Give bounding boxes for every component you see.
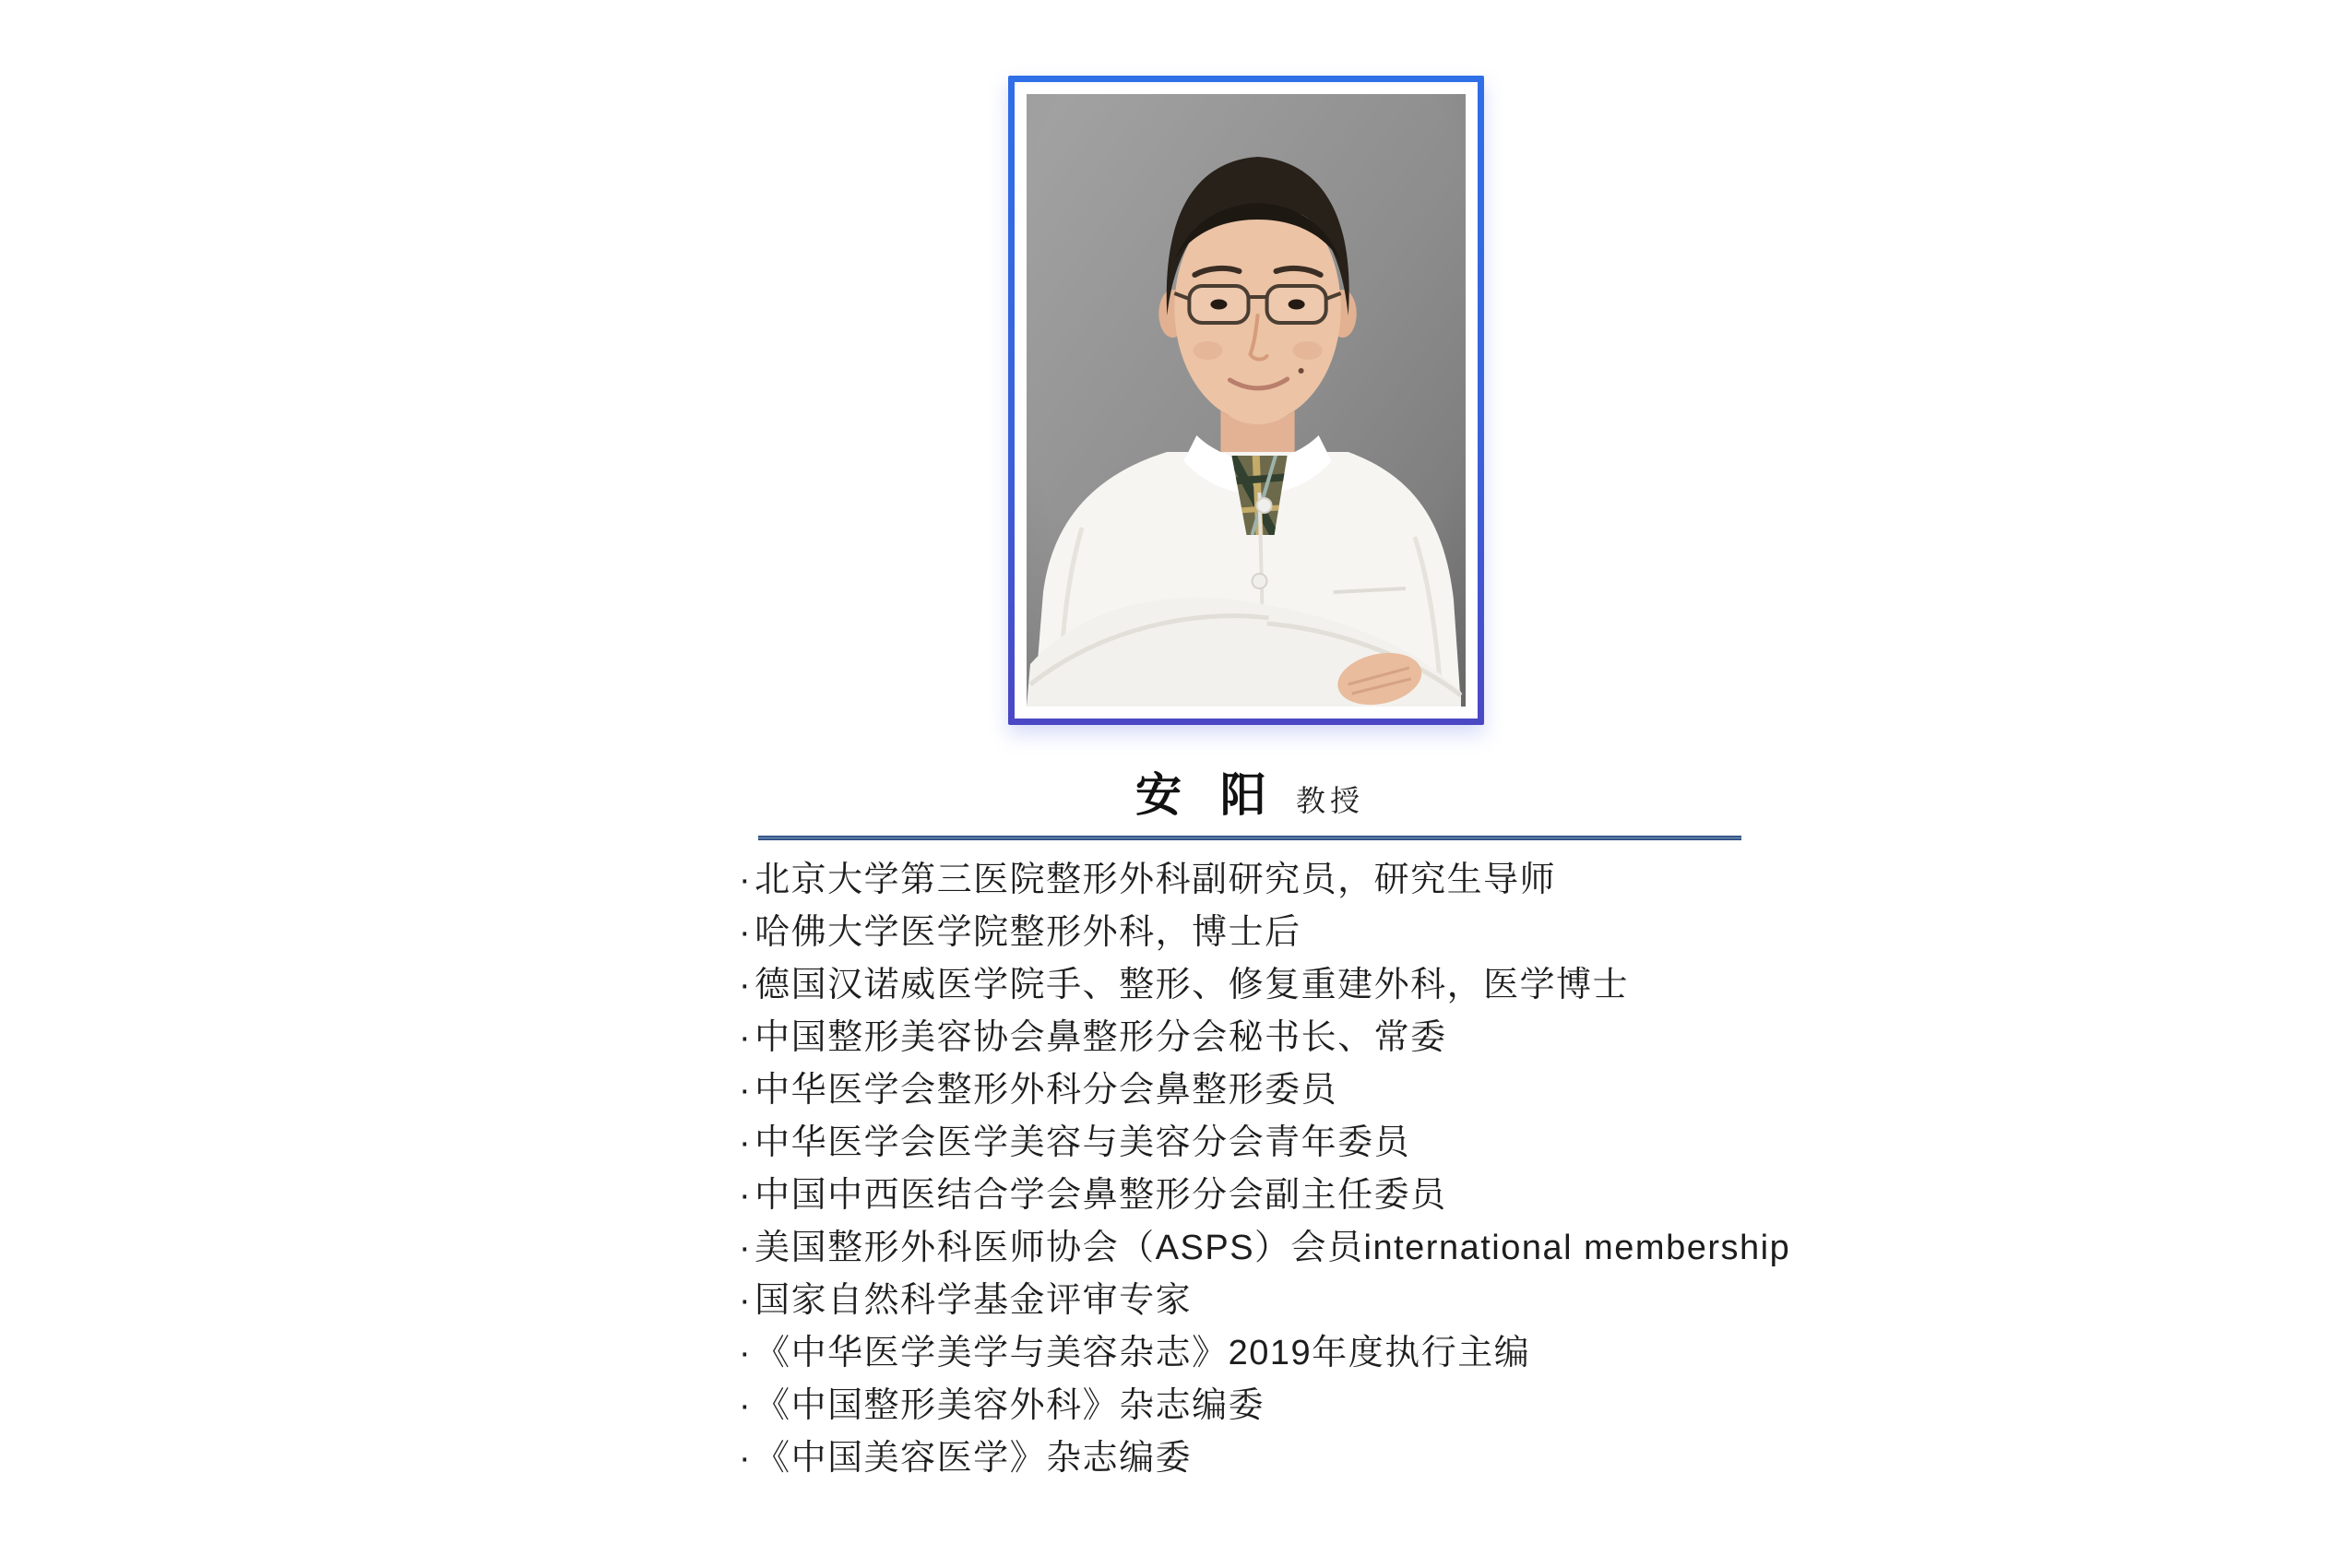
credential-item — [739, 1327, 1827, 1380]
credential-text: 中华医学会医学美容与美容分会青年委员 — [754, 1123, 1411, 1162]
bullet-dot: · — [739, 966, 753, 1004]
credential-item — [739, 1012, 1827, 1064]
credential-item — [739, 1064, 1827, 1117]
credential-text: 美国整形外科医师协会（ASPS）会员international membership — [754, 1229, 1791, 1267]
doctor-name: 安 阳 — [1135, 769, 1272, 821]
credential-text: 北京大学第三医院整形外科副研究员，研究生导师 — [754, 861, 1557, 899]
doctor-portrait-photo — [1027, 94, 1466, 707]
credential-text: 德国汉诺威医学院手、整形、修复重建外科，医学博士 — [754, 966, 1630, 1004]
credentials-list — [739, 854, 1827, 1485]
bullet-dot: · — [739, 1123, 753, 1162]
bullet-dot: · — [739, 1229, 753, 1267]
bullet-dot: · — [739, 1071, 753, 1110]
bullet-dot: · — [739, 1281, 753, 1320]
credential-text: 国家自然科学基金评审专家 — [754, 1281, 1193, 1320]
bullet-dot: · — [739, 1334, 753, 1372]
bullet-dot: · — [739, 1439, 753, 1478]
credential-text: 《中国整形美容外科》杂志编委 — [754, 1386, 1265, 1425]
credential-item — [739, 1117, 1827, 1170]
credential-item — [739, 1380, 1827, 1432]
credential-item — [739, 959, 1827, 1012]
bullet-dot: · — [739, 1386, 753, 1425]
photo-matte — [1015, 82, 1478, 719]
credential-item — [739, 1170, 1827, 1222]
bullet-dot: · — [739, 913, 753, 952]
doctor-title: 教授 — [1295, 784, 1364, 817]
credential-item — [739, 907, 1827, 959]
credential-item — [739, 1222, 1827, 1275]
bullet-dot: · — [739, 1176, 753, 1215]
photo-frame — [1008, 76, 1484, 725]
bullet-dot: · — [739, 1018, 753, 1057]
name-row — [758, 768, 1741, 822]
divider-line — [758, 836, 1741, 840]
credential-item — [739, 1275, 1827, 1327]
credential-text: 中国中西医结合学会鼻整形分会副主任委员 — [754, 1176, 1447, 1215]
credential-text: 《中华医学美学与美容杂志》2019年度执行主编 — [754, 1334, 1531, 1372]
bullet-dot: · — [739, 861, 753, 899]
credential-item — [739, 1432, 1827, 1485]
credential-text: 《中国美容医学》杂志编委 — [754, 1439, 1193, 1478]
credential-item — [739, 854, 1827, 907]
credential-text: 哈佛大学医学院整形外科，博士后 — [754, 913, 1301, 952]
credential-text: 中国整形美容协会鼻整形分会秘书长、常委 — [754, 1018, 1447, 1057]
credential-text: 中华医学会整形外科分会鼻整形委员 — [754, 1071, 1338, 1110]
